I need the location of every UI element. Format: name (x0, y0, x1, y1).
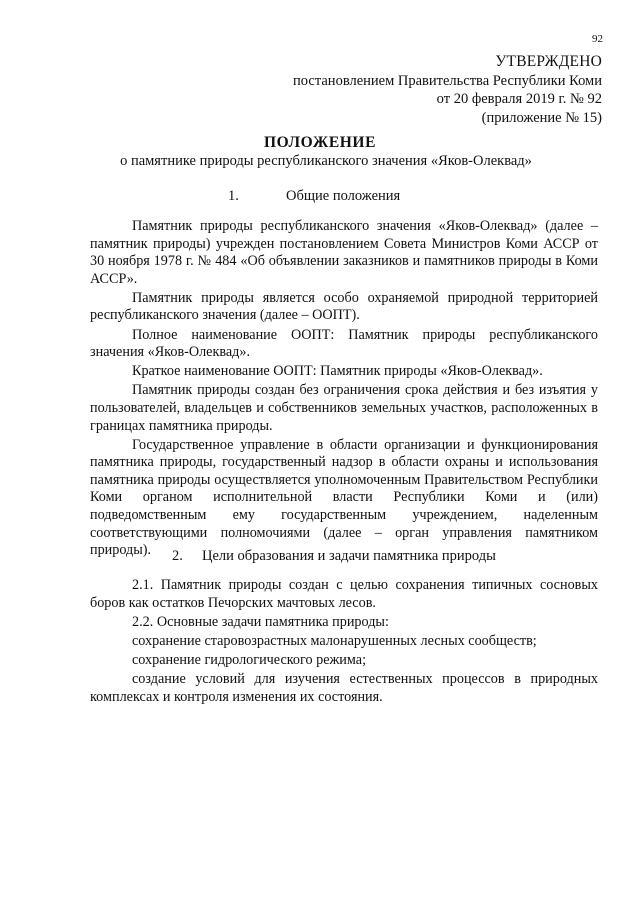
paragraph: Государственное управление в области организации и функционирования памятника природы, государственный надзор в области охраны и использования памятника природы осуществляется уполномоченным Правительством Республики Коми органом исполнительной власти Республики Коми и (или) подведомственным ему государственным учреждением, наделенным соответствующими полномочиями (далее – орган управления памятником природы). (90, 436, 598, 559)
approval-line: (приложение № 15) (481, 109, 602, 126)
section-title: Цели образования и задачи памятника природы (202, 548, 496, 564)
title-main: ПОЛОЖЕНИЕ (263, 134, 377, 151)
approval-head: УТВЕРЖДЕНО (495, 53, 602, 70)
paragraph: Полное наименование ООПТ: Памятник природы республиканского значения «Яков-Олеквад». (90, 326, 598, 361)
section-body-general (90, 218, 598, 561)
paragraph: Памятник природы создан без ограничения срока действия и без изъятия у пользователей, владельцев и собственников земельных участков, расположенных в границах памятника природы. (90, 382, 598, 434)
approval-stamp (293, 53, 602, 127)
paragraph: сохранение старовозрастных малонарушенных лесных сообществ; (132, 632, 537, 649)
paragraph: Краткое наименование ООПТ: Памятник природы «Яков-Олеквад». (132, 363, 543, 380)
paragraph: создание условий для изучения естественных процессов в природных комплексах и контроля изменения их состояния. (90, 670, 598, 705)
paragraph: 2.1. Памятник природы создан с целью сохранения типичных сосновых боров как остатков Печорских мачтовых лесов. (90, 577, 598, 611)
section-body-goals (90, 577, 598, 708)
document-title (0, 134, 640, 170)
paragraph: 2.2. Основные задачи памятника природы: (132, 613, 389, 630)
section-title: Общие положения (286, 188, 401, 204)
paragraph: Памятник природы республиканского значения «Яков-Олеквад» (далее – памятник природы) учрежден постановлением Совета Министров Коми АССР от 30 ноября 1978 г. № 484 «Об объявлении заказников и памятников природы в Коми АССР». (90, 218, 598, 287)
approval-line: от 20 февраля 2019 г. № 92 (436, 91, 602, 107)
paragraph: сохранение гидрологического режима; (132, 651, 367, 668)
paragraph: Памятник природы является особо охраняемой природной территорией республиканского значения (далее – ООПТ). (90, 289, 598, 324)
section-number: 1. (228, 188, 239, 204)
title-subtitle: о памятнике природы республиканского значения «Яков-Олеквад» (120, 153, 532, 169)
section-heading-goals (172, 547, 496, 565)
section-heading-general (228, 187, 400, 205)
page-number: 92 (592, 33, 603, 45)
section-number: 2. (172, 548, 183, 564)
approval-line: постановлением Правительства Республики Коми (293, 72, 602, 89)
